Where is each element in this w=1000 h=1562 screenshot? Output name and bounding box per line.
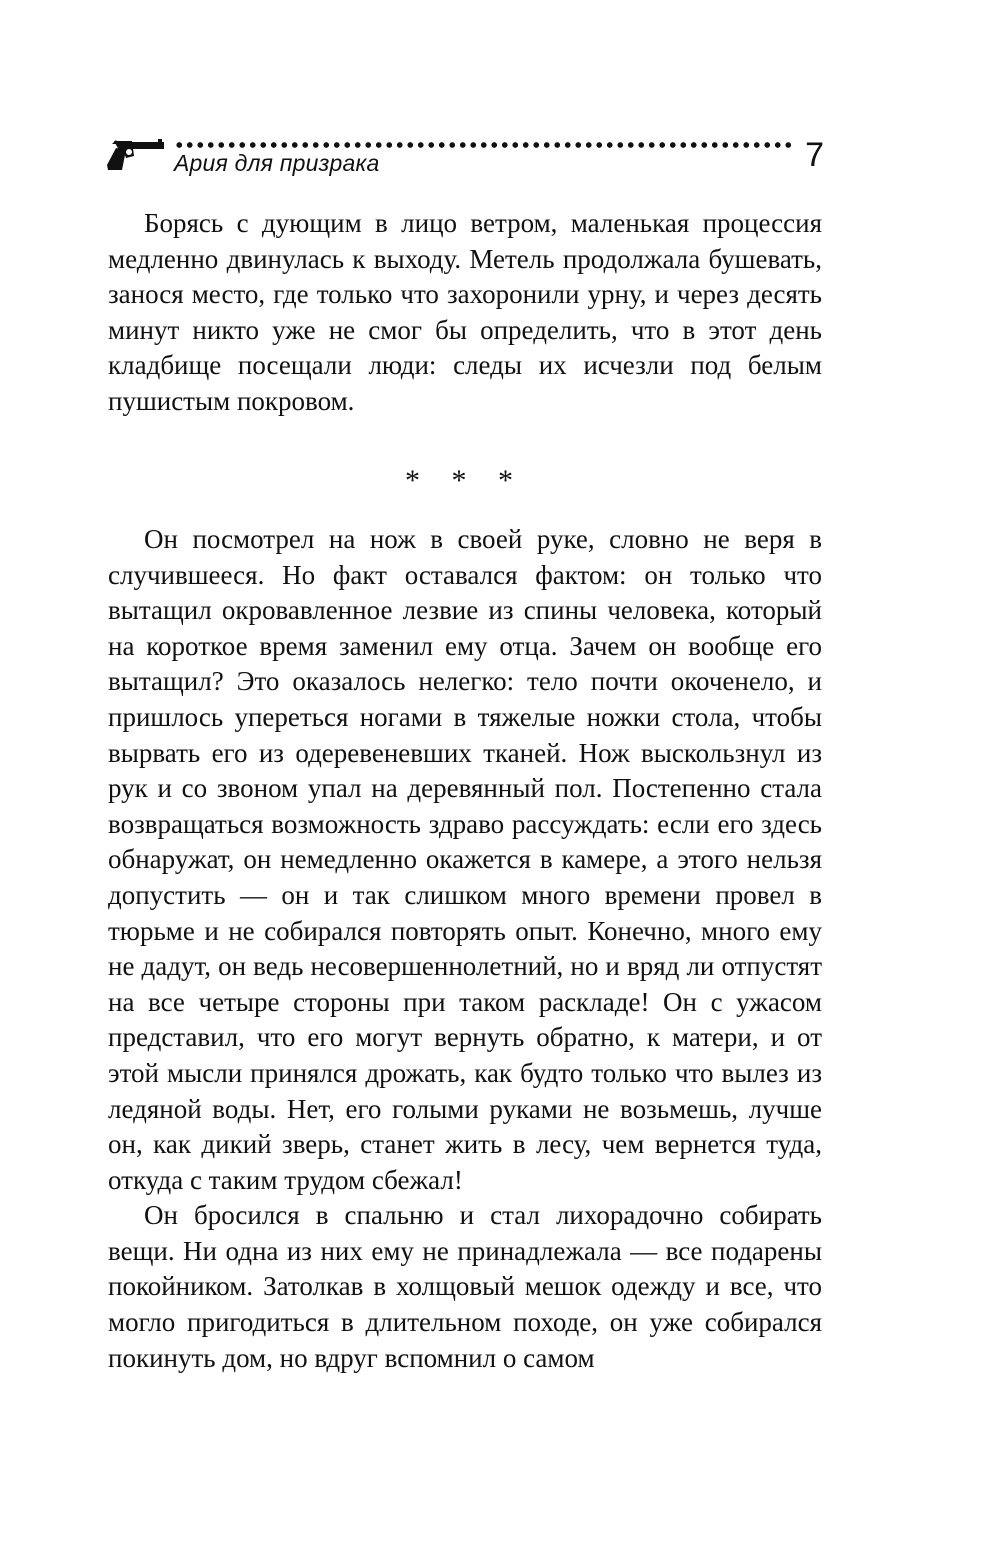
running-header bbox=[106, 130, 824, 186]
text-block-top bbox=[108, 206, 822, 420]
running-title: Ария для призрака bbox=[174, 150, 380, 176]
revolver-icon bbox=[106, 138, 164, 172]
dotted-rule bbox=[174, 140, 794, 150]
text-block-main bbox=[108, 522, 822, 1376]
paragraph: Борясь с дующим в лицо ветром, маленькая процессия медленно двинулась к выходу. Метель продолжала бушевать, занося место, где только что захоронили урну, и через десять минут никто уже не смог бы определить, что в этот день кладбище посещали люди: следы их исчезли под белым пушистым покровом. bbox=[108, 208, 822, 416]
page-number: 7 bbox=[805, 136, 824, 174]
section-separator: * * * bbox=[405, 464, 525, 497]
paragraph: Он бросился в спальню и стал лихорадочно собирать вещи. Ни одна из них ему не принадлежала — все подарены покойником. Затолкав в холщовый мешок одежду и все, что могло пригодиться в длительном походе, он уже собирался покинуть дом, но вдруг вспомнил о самом bbox=[108, 1200, 822, 1373]
paragraph: Он посмотрел на нож в своей руке, словно не веря в случившееся. Но факт оставался фактом: он только что вытащил окровавленное лезвие из спины человека, который на короткое время заменил ему отца. Зачем он вообще его вытащил? Это оказалось нелегко: тело почти окоченело, и пришлось упереться ногами в тяжелые ножки стола, чтобы вырвать его из одеревеневших тканей. Нож выскользнул из рук и со звоном упал на деревянный пол. Постепенно стала возвращаться возможность здраво рассуждать: если его здесь обнаружат, он немедленно окажется в камере, а этого нельзя допустить — он и так слишком много времени провел в тюрьме и не собирался повторять опыт. Конечно, много ему не дадут, он ведь несовершеннолетний, но и вряд ли отпустят на все четыре стороны при таком раскладе! Он с ужасом представил, что его могут вернуть обратно, к матери, и от этой мысли принялся дрожать, как будто только что вылез из ледяной воды. Нет, его голыми руками не возьмешь, лучше он, как дикий зверь, станет жить в лесу, чем вернется туда, откуда с таким трудом сбежал! bbox=[108, 524, 822, 1195]
